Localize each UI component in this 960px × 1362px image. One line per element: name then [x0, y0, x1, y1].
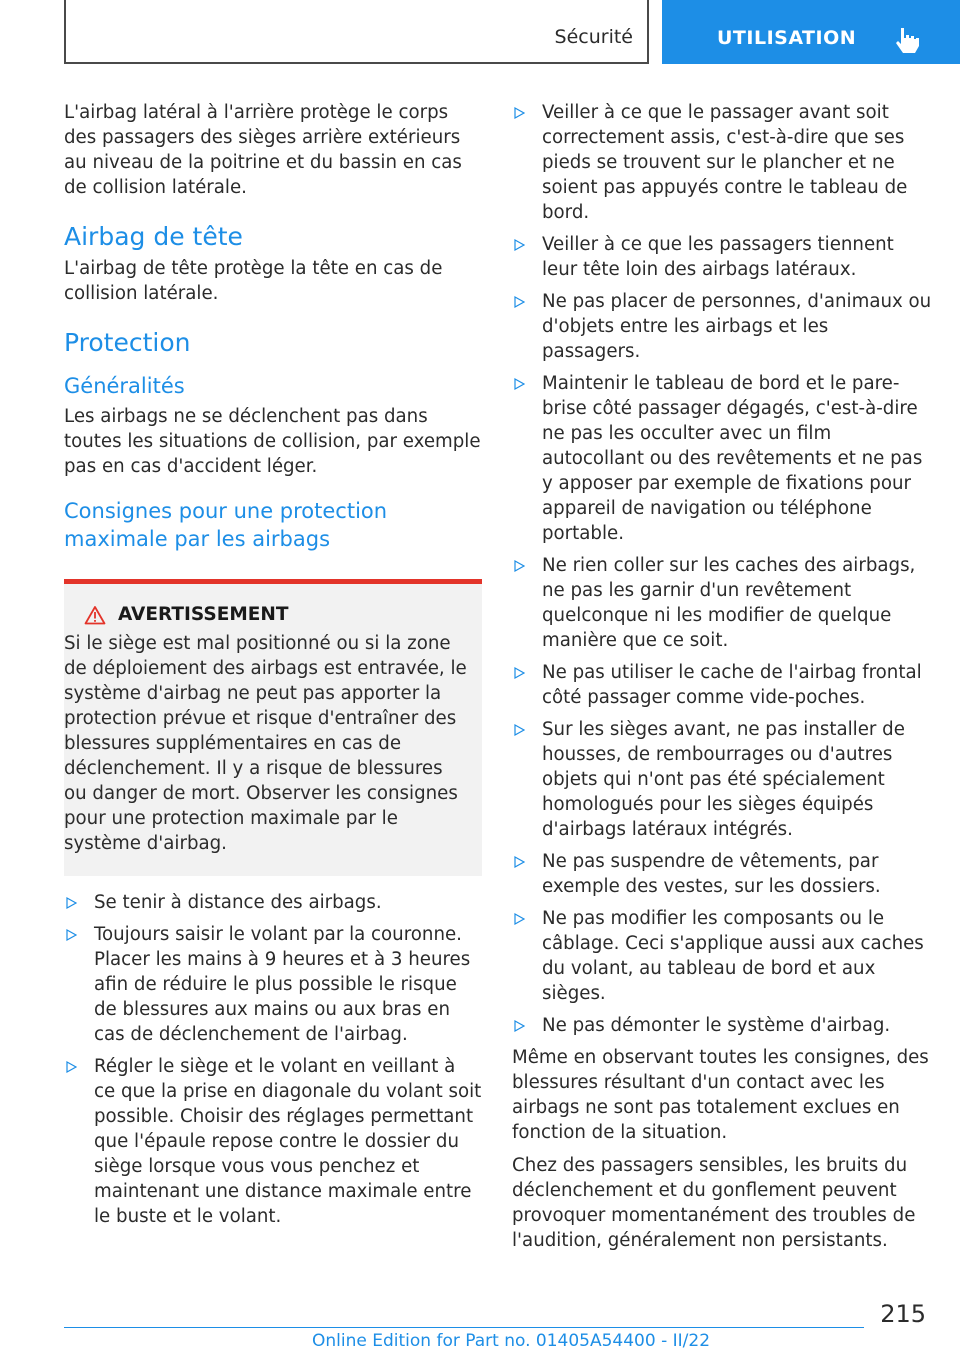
- warning-triangle-icon: [84, 605, 106, 625]
- pointing-hand-icon: [894, 26, 920, 54]
- triangle-bullet-icon: [514, 107, 525, 119]
- triangle-bullet-icon: [514, 913, 525, 925]
- heading-protection: Protection: [64, 328, 191, 357]
- list-item: Se tenir à distance des airbags.: [64, 890, 482, 915]
- list-item: Sur les sièges avant, ne pas installer de housses, de rembourrages ou d'autres objets qui n'ont pas été spécialement homologués pour les sièges équipés d'airbags latéraux intégrés.: [512, 717, 932, 842]
- warning-box: [64, 579, 482, 876]
- list-item: Ne pas modifier les composants ou le câblage. Ceci s'applique aussi aux caches du volant, au tableau de bord et aux sièges.: [512, 906, 932, 1006]
- triangle-bullet-icon: [514, 378, 525, 390]
- list-item: Ne pas utiliser le cache de l'airbag frontal côté passager comme vide-poches.: [512, 660, 932, 710]
- chapter-tab-label: UTILISATION: [717, 27, 857, 49]
- triangle-bullet-icon: [514, 667, 525, 679]
- footer-rule: [64, 1327, 864, 1328]
- list-item: Ne rien coller sur les caches des airbags, ne pas les garnir d'un revêtement quelconque ni les modifier de quelque manière que ce soit.: [512, 553, 932, 653]
- triangle-bullet-icon: [66, 897, 77, 909]
- left-bullet-list: [64, 890, 482, 1229]
- warning-title: AVERTISSEMENT: [118, 604, 289, 625]
- left-column: [64, 100, 482, 1236]
- list-item: Veiller à ce que les passagers tiennent leur tête loin des airbags latéraux.: [512, 232, 932, 282]
- triangle-bullet-icon: [514, 296, 525, 308]
- section-title: Sécurité: [554, 26, 633, 48]
- triangle-bullet-icon: [66, 929, 77, 941]
- warning-text: Si le siège est mal positionné ou si la zone de déploiement des airbags est entravée, le système d'airbag ne peut pas apporter la protection prévue et risque d'entraîner des blessures supplémentaires en cas de déclenchement. Il y a risque de blessures ou danger de mort. Observer les consignes pour une protection maximale par le système d'airbag.: [64, 633, 467, 854]
- chapter-tab: [662, 0, 960, 64]
- footer-edition: Online Edition for Part no. 01405A54400 - II/22: [312, 1331, 711, 1351]
- heading-general: Généralités: [64, 374, 185, 398]
- list-item: Toujours saisir le volant par la couronne. Placer les mains à 9 heures et à 3 heures afin de réduire le plus possible le risque de blessures aux mains ou aux bras en cas de déclenchement de l'airbag.: [64, 922, 482, 1047]
- right-bullet-list: [512, 100, 932, 1038]
- list-item: Ne pas suspendre de vêtements, par exemple des vestes, sur les dossiers.: [512, 849, 932, 899]
- triangle-bullet-icon: [514, 724, 525, 736]
- list-item: Ne pas placer de personnes, d'animaux ou d'objets entre les airbags et les passagers.: [512, 289, 932, 364]
- general-paragraph: Les airbags ne se déclenchent pas dans toutes les situations de collision, par exemple pas en cas d'accident léger.: [64, 406, 481, 477]
- page-number: 215: [880, 1300, 926, 1328]
- triangle-bullet-icon: [514, 560, 525, 572]
- triangle-bullet-icon: [514, 239, 525, 251]
- warning-header: [84, 604, 470, 625]
- list-item: Ne pas démonter le système d'airbag.: [512, 1013, 932, 1038]
- list-item: Régler le siège et le volant en veillant à ce que la prise en diagonale du volant soit possible. Choisir des réglages permettant que l'épaule repose contre le dossier du siège lorsque vous vous penchez et maintenant une distance maximale entre le buste et le volant.: [64, 1054, 482, 1229]
- intro-paragraph: L'airbag latéral à l'arrière protège le corps des passagers des sièges arrière extérieurs au niveau de la poitrine et du bassin en cas de collision latérale.: [64, 102, 462, 198]
- heading-head-airbag: Airbag de tête: [64, 222, 243, 251]
- closing-paragraph-1: Même en observant toutes les consignes, des blessures résultant d'un contact avec les airbags ne sont pas totalement exclues en fonction de la situation.: [512, 1047, 929, 1143]
- list-item: Maintenir le tableau de bord et le pare-brise côté passager dégagés, c'est-à-dire ne pas les occulter avec un film autocollant ou des revêtements et ne pas y apposer par exemple de fixations pour appareil de navigation ou téléphone portable.: [512, 371, 932, 546]
- closing-paragraph-2: Chez des passagers sensibles, les bruits du déclenchement et du gonflement peuvent provoquer momentanément des troubles de l'audition, généralement non persistants.: [512, 1155, 916, 1251]
- heading-consignes: Consignes pour une protection maximale par les airbags: [64, 499, 388, 551]
- triangle-bullet-icon: [66, 1061, 77, 1073]
- section-header-box: [64, 0, 649, 64]
- right-column: [512, 100, 932, 1261]
- triangle-bullet-icon: [514, 856, 525, 868]
- triangle-bullet-icon: [514, 1020, 525, 1032]
- list-item: Veiller à ce que le passager avant soit correctement assis, c'est-à-dire que ses pieds se trouvent sur le plancher et ne soient pas appuyés contre le tableau de bord.: [512, 100, 932, 225]
- head-airbag-paragraph: L'airbag de tête protège la tête en cas de collision latérale.: [64, 258, 443, 304]
